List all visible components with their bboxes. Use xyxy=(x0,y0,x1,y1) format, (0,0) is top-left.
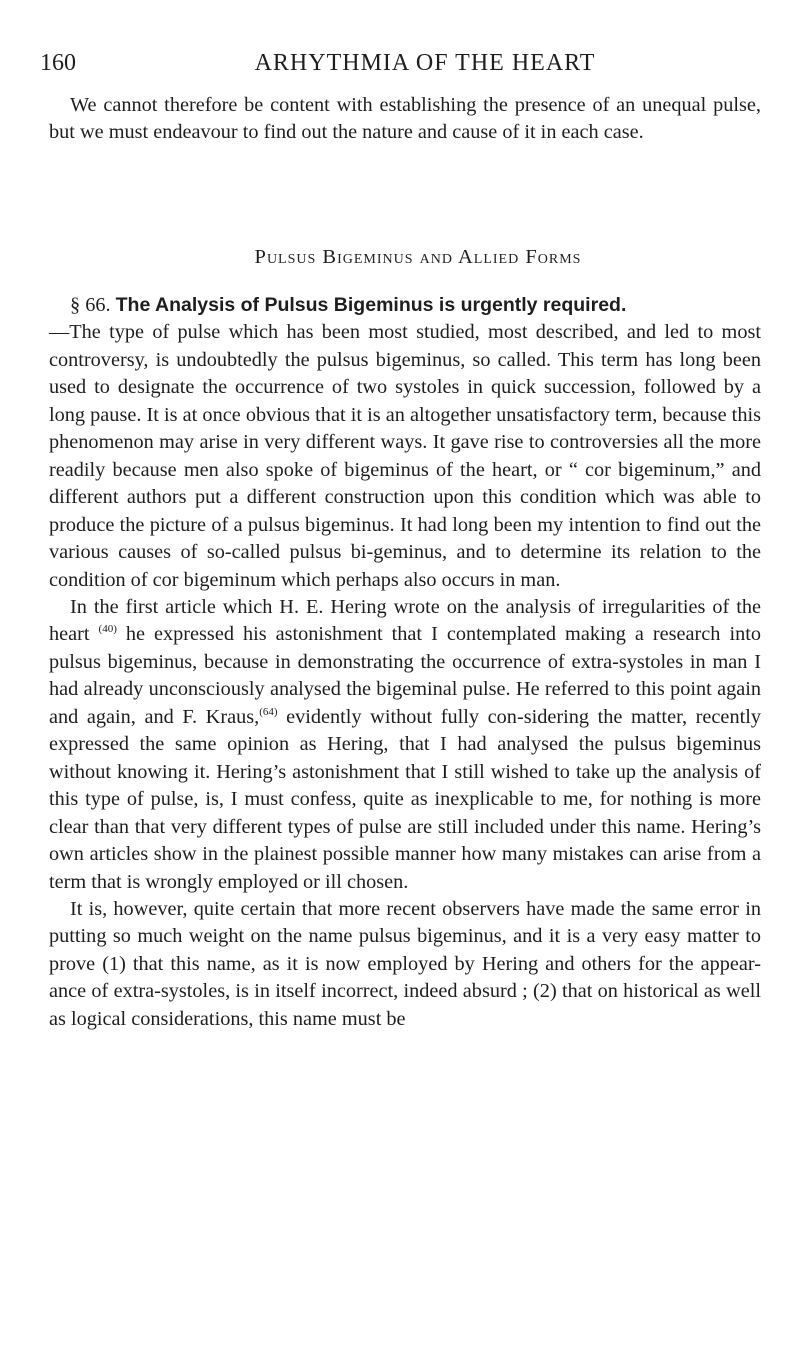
section-66-paragraph xyxy=(49,292,761,594)
section-title: The Analysis of Pulsus Bigeminus is urgently required. xyxy=(115,294,627,316)
chapter-title: ARHYTHMIA OF THE HEART xyxy=(254,50,596,76)
hering-text-part2: he expressed his astonishment that I contemplated making a research into pulsus bigeminus, because in demonstrating the occurrence of extra-systoles in man I had already unconsciously analysed the bigeminal pulse. He referred to this point again and again, and F. Kraus, xyxy=(49,623,761,728)
hering-text-part1: In the first article which H. E. Hering wrote on the analysis of irregularities of the heart xyxy=(49,595,761,646)
running-head xyxy=(40,48,755,78)
section-number: § 66. xyxy=(70,294,111,316)
hering-text-part3: evidently without fully con-sidering the matter, recently expressed the same opinion as Hering, that I had analysed the pulsus bigeminus without knowing it. Hering’s astonishment that I still wished to take up the analysis of this type of pulse, is, I must confess, quite as inexplicable to me, for nothing is more clear than that very different types of pulse are still included under this name. Hering’s own articles show in the plainest possible manner how many mistakes can arise from a term that is wrongly employed or ill chosen. xyxy=(49,705,761,893)
section-66-text xyxy=(49,292,761,1033)
section-heading: Pulsus Bigeminus and Allied Forms xyxy=(254,246,582,268)
hering-paragraph xyxy=(49,594,761,896)
intro-text xyxy=(49,92,761,147)
page-number: 160 xyxy=(40,50,76,76)
intro-paragraph: We cannot therefore be content with establishing the presence of an unequal pulse, but we must endeavour to find out the nature and cause of it in each case. xyxy=(49,94,761,144)
section-66-body: —The type of pulse which has been most studied, most described, and led to most controversy, is undoubtedly the pulsus bigeminus, so called. This term has long been used to designate the occurrence of two systoles in quick succession, followed by a long pause. It is at once obvious that it is an altogether unsatisfactory term, because this phenomenon may arise in very different ways. It gave rise to controversies all the more readily because men also spoke of bigeminus of the heart, or “ cor bigeminum,” and different authors put a different construction upon this condition which was able to produce the picture of a pulsus bigeminus. It had long been my intention to find out the various causes of so-called pulsus bi-geminus, and to determine its relation to the condition of cor bigeminum which perhaps also occurs in man. xyxy=(49,321,761,591)
final-paragraph: It is, however, quite certain that more recent observers have made the same error in putting so much weight on the name pulsus bigeminus, and it is a very easy matter to prove (1) that this name, as it is now employed by Hering and others for the appear-ance of extra-systoles, is in itself incorrect, indeed absurd ; (2) that on historical as well as logical considerations, this name must be xyxy=(49,897,761,1030)
reference-40: (40) xyxy=(98,623,117,636)
reference-64: (64) xyxy=(259,705,278,718)
